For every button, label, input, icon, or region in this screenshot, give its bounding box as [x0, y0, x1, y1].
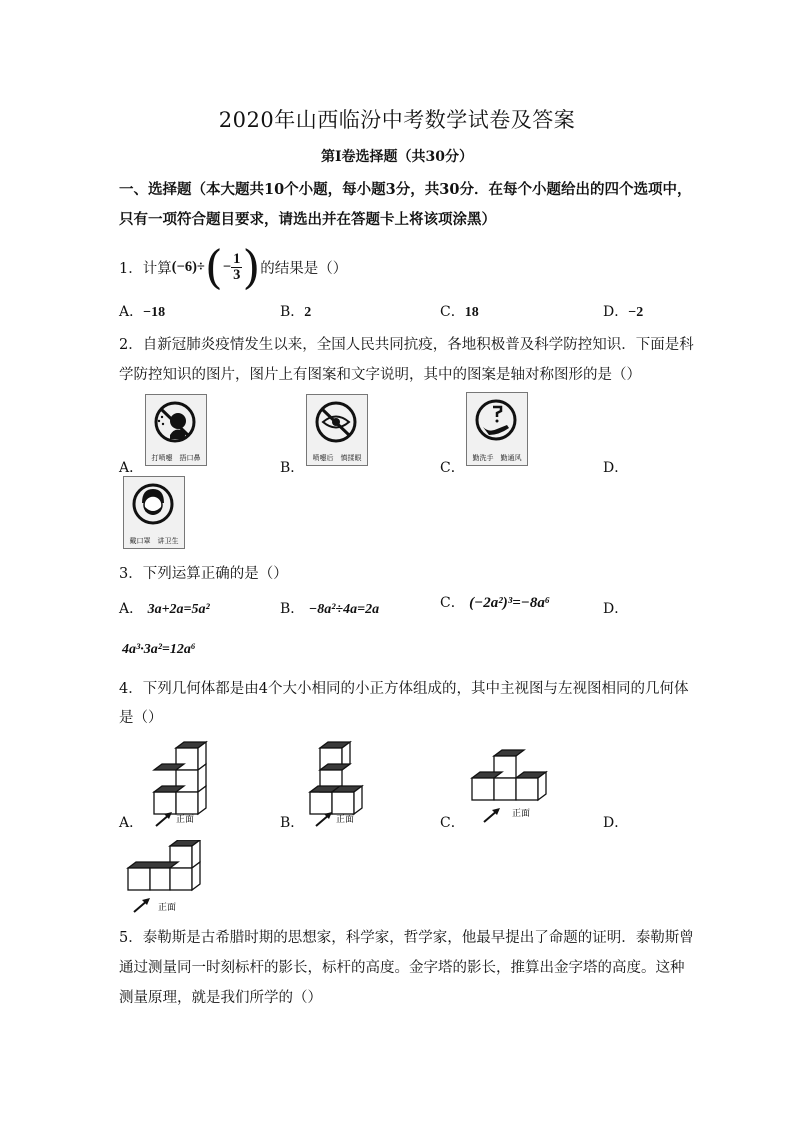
q1-option-a-value: −18: [143, 305, 166, 320]
cube-stack-d-figure: [124, 840, 224, 915]
q2-sign-rub-eyes: [306, 394, 368, 466]
option-letter: B．: [280, 601, 305, 617]
sign-caption: 喷嚏后 慎揉眼: [312, 454, 362, 462]
q4-option-c-label: C．: [440, 815, 465, 831]
q4-option-a-label: A．: [119, 815, 144, 831]
q2-sign-cover-mouth: [145, 394, 207, 466]
question-5-line-1: 5．泰勒斯是古希腊时期的思想家，科学家，哲学家，他最早提出了命题的证明．泰勒斯曾: [119, 930, 694, 946]
question-2-line-2: 学防控知识的图片，图片上有图案和文字说明，其中的图案是轴对称图形的是（）: [119, 367, 641, 383]
question-5-line-2: 通过测量同一时刻标杆的影长，标杆的高度。金字塔的影长，推算出金字塔的高度。这种: [119, 960, 685, 976]
q3-option-b: [280, 598, 379, 618]
section-instructions-line-2: 只有一项符合题目要求，请选出并在答题卡上将该项涂黑）: [119, 211, 496, 228]
q1-option-c: [440, 301, 479, 321]
option-letter: A．: [119, 601, 144, 617]
q2-option-d-label: D．: [603, 460, 629, 476]
question-4-line-1: 4．下列几何体都是由4个大小相同的小正方体组成的，其中主视图与左视图相同的几何体: [119, 681, 689, 697]
q2-option-c-label: C．: [440, 460, 465, 476]
section-instructions-line-1: 一、选择题（本大题共10个小题，每小题3分，共30分．在每个小题给出的四个选项中，: [119, 181, 692, 198]
q2-option-a-label: A．: [119, 460, 144, 476]
q1-option-c-value: 18: [464, 305, 479, 320]
cube-stack-a-figure: [146, 740, 246, 830]
section-subtitle: 第Ⅰ卷选择题（共30分）: [320, 149, 474, 165]
q1-fraction-denominator: 3: [233, 266, 241, 283]
page-title: 2020年山西临汾中考数学试卷及答案: [218, 108, 576, 132]
q3-option-d: D．: [603, 601, 629, 617]
option-letter: B．: [280, 304, 305, 320]
q3-option-a: [119, 598, 210, 618]
q3-option-c-math: (−2a²)³=−8a⁶: [469, 595, 551, 611]
option-letter: C．: [440, 304, 465, 320]
question-1-stem: [119, 240, 348, 294]
q4-option-d-label: D．: [603, 815, 629, 831]
q1-left-paren: (: [204, 240, 223, 294]
cube-stack-b-figure: [306, 740, 406, 830]
q4-figure-a: [146, 740, 246, 830]
option-letter: D．: [603, 304, 629, 320]
q4-option-b-label: B．: [280, 815, 305, 831]
front-label: 正面: [512, 809, 531, 819]
option-letter: C．: [440, 595, 465, 611]
no-sneeze-icon: [146, 395, 205, 451]
front-label: 正面: [176, 815, 195, 825]
sign-caption: 勤洗手 勤通风: [472, 454, 522, 462]
question-3-stem: 3．下列运算正确的是（）: [119, 566, 288, 582]
sign-caption: 打喷嚏 捂口鼻: [151, 454, 201, 462]
question-4-line-2: 是（）: [119, 710, 163, 726]
question-5-line-3: 测量原理，就是我们所学的（）: [119, 990, 322, 1006]
q1-option-d: [603, 301, 643, 321]
sign-caption: 戴口罩 讲卫生: [129, 537, 179, 545]
wear-mask-icon: [124, 477, 183, 534]
front-label: 正面: [158, 903, 177, 913]
q1-fraction: [231, 252, 242, 282]
q1-fraction-numerator: 1: [233, 251, 241, 267]
q3-option-a-math: 3a+2a=5a²: [147, 602, 210, 617]
q4-figure-c: [468, 748, 578, 830]
q1-expression-lead: (−6)÷: [171, 258, 205, 275]
q1-option-d-value: −2: [628, 305, 644, 320]
q1-suffix: 的结果是（）: [260, 260, 348, 277]
q4-figure-b: [306, 740, 406, 830]
q3-option-c: [440, 592, 550, 612]
q1-right-paren: ): [242, 240, 261, 294]
q1-option-b-value: 2: [304, 305, 312, 320]
question-2-line-1: 2．自新冠肺炎疫情发生以来，全国人民共同抗疫，各地积极普及科学防控知识．下面是科: [119, 337, 694, 353]
q3-option-b-math: −8a²÷4a=2a: [308, 602, 380, 617]
q4-figure-d: [124, 840, 224, 915]
q2-sign-wear-mask: [123, 476, 185, 549]
cube-stack-c-figure: [468, 748, 578, 830]
q3-option-d-math: [122, 641, 196, 658]
q1-prefix: 1．计算: [119, 260, 172, 277]
q1-minus: −: [222, 258, 232, 275]
q3-option-d-expression: 4a³·3a²=12a⁶: [122, 642, 196, 657]
q1-option-a: [119, 301, 165, 321]
q2-sign-wash-hands: [466, 392, 528, 466]
front-label: 正面: [336, 815, 355, 825]
wash-hands-icon: [467, 393, 526, 451]
q2-option-b-label: B．: [280, 460, 305, 476]
no-rub-eyes-icon: [307, 395, 366, 451]
option-letter: A．: [119, 304, 144, 320]
q1-option-b: [280, 301, 311, 321]
